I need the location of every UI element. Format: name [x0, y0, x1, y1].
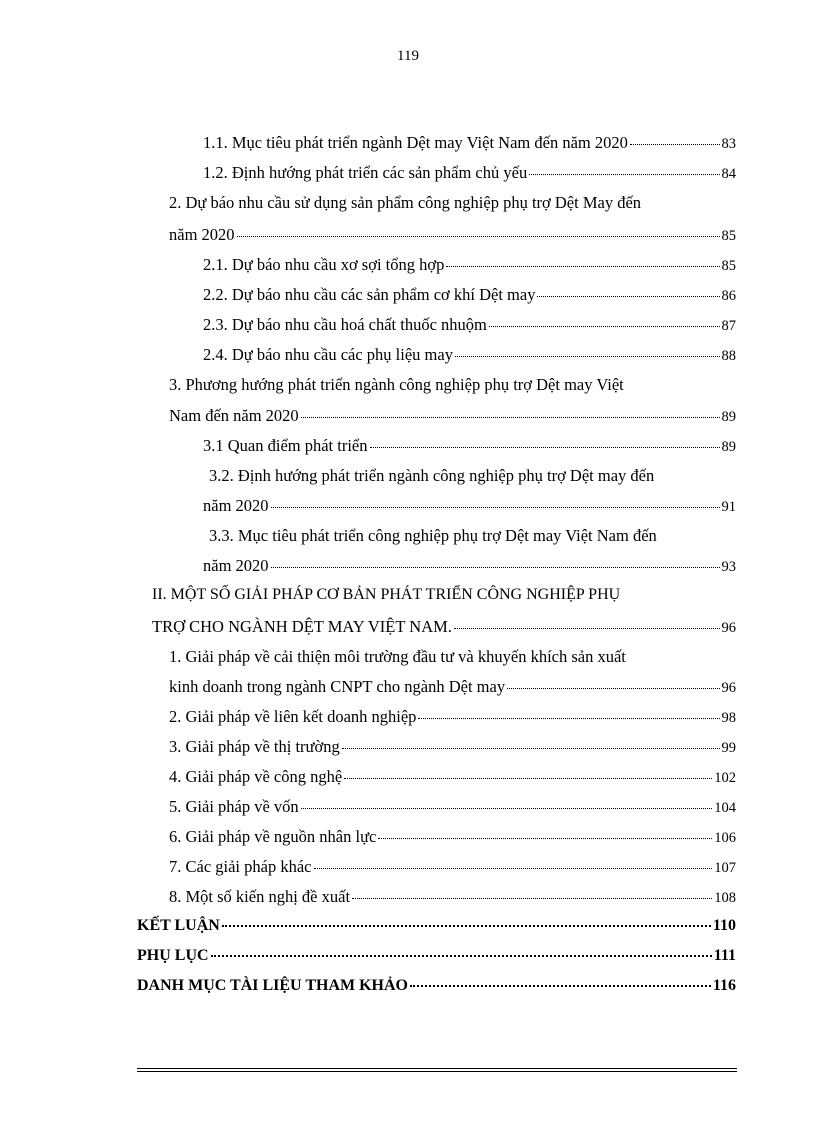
toc-entry-page: 93: [721, 559, 736, 575]
toc-entry[interactable]: [203, 255, 736, 275]
toc-entry-line1[interactable]: 3. Phương hướng phát triển ngành công nghiệp phụ trợ Dệt may Việt: [169, 375, 624, 394]
dot-leader: [418, 718, 719, 719]
toc-entry-page: 104: [714, 800, 736, 816]
footer-rule: [137, 1071, 737, 1072]
dot-leader: [454, 628, 720, 629]
toc-entry-label: DANH MỤC TÀI LIỆU THAM KHẢO: [137, 977, 408, 994]
dot-leader: [630, 144, 720, 145]
dot-leader: [352, 898, 712, 899]
toc-entry-line1[interactable]: 3.3. Mục tiêu phát triển công nghiệp phụ trợ Dệt may Việt Nam đến: [209, 526, 657, 545]
dot-leader: [378, 838, 712, 839]
toc-entry-label: năm 2020: [203, 496, 269, 515]
dot-leader: [271, 507, 720, 508]
toc-entry-line1[interactable]: 1. Giải pháp về cải thiện môi trường đầu tư và khuyến khích sản xuất: [169, 647, 626, 666]
dot-leader: [507, 688, 719, 689]
toc-entry-page: 96: [721, 680, 736, 696]
toc-entry-label: 7. Các giải pháp khác: [169, 857, 312, 876]
toc-entry[interactable]: [169, 797, 736, 817]
toc-entry-label: 1.1. Mục tiêu phát triển ngành Dệt may Việt Nam đến năm 2020: [203, 133, 628, 152]
toc-entry-label: Nam đến năm 2020: [169, 406, 299, 425]
toc-entry-label: năm 2020: [169, 225, 235, 244]
toc-entry-label: 2.2. Dự báo nhu cầu các sản phẩm cơ khí Dệt may: [203, 285, 536, 304]
toc-entry-page: 83: [721, 136, 736, 152]
toc-entry-page: 84: [721, 166, 736, 182]
dot-leader: [314, 868, 713, 869]
toc-entry-label: 3.1 Quan điểm phát triển: [203, 436, 368, 455]
dot-leader: [342, 748, 720, 749]
toc-entry-line1[interactable]: II. MỘT SỐ GIẢI PHÁP CƠ BẢN PHÁT TRIỂN CÔNG NGHIỆP PHỤ: [152, 586, 621, 603]
toc-entry-label: 6. Giải pháp về nguồn nhân lực: [169, 827, 377, 846]
toc-entry[interactable]: [169, 406, 736, 426]
toc-entry-label: 5. Giải pháp về vốn: [169, 797, 299, 816]
dot-leader: [222, 925, 711, 927]
toc-entry[interactable]: [169, 887, 736, 907]
dot-leader: [301, 808, 713, 809]
toc-entry-page: 96: [721, 620, 736, 636]
dot-leader: [301, 417, 720, 418]
toc-entry[interactable]: [169, 225, 736, 245]
page-number: 119: [397, 48, 419, 64]
toc-entry-page: 85: [721, 258, 736, 274]
toc-entry-page: 91: [721, 499, 736, 515]
toc-entry-label: kinh doanh trong ngành CNPT cho ngành Dệt may: [169, 677, 506, 696]
toc-entry-page: 108: [714, 890, 736, 906]
toc-entry-page: 110: [712, 917, 736, 934]
toc-entry[interactable]: [169, 827, 736, 847]
dot-leader: [446, 266, 719, 267]
toc-entry[interactable]: [169, 707, 736, 727]
toc-entry-page: 111: [713, 947, 736, 964]
toc-entry-page: 99: [721, 740, 736, 756]
toc-entry-label: 4. Giải pháp về công nghệ: [169, 767, 343, 786]
toc-entry-line1[interactable]: 2. Dự báo nhu cầu sử dụng sản phẩm công nghiệp phụ trợ Dệt May đến: [169, 193, 642, 212]
toc-entry-page: 89: [721, 409, 736, 425]
toc-entry[interactable]: [137, 977, 736, 995]
toc-entry-page: 87: [721, 318, 736, 334]
dot-leader: [529, 174, 719, 175]
toc-entry-label: 8. Một số kiến nghị đề xuất: [169, 887, 351, 906]
toc-entry[interactable]: [203, 496, 736, 516]
toc-entry-page: 86: [721, 288, 736, 304]
toc-entry-label: TRỢ CHO NGÀNH DỆT MAY VIỆT NAM.: [152, 617, 452, 636]
toc-entry-page: 107: [714, 860, 736, 876]
dot-leader: [344, 778, 712, 779]
toc-entry[interactable]: [169, 857, 736, 877]
dot-leader: [271, 567, 720, 568]
toc-entry-page: 102: [714, 770, 736, 786]
dot-leader: [455, 356, 720, 357]
toc-entry-label: 1.2. Định hướng phát triển các sản phẩm chủ yếu: [203, 163, 528, 182]
toc-entry-label: KẾT LUẬN: [137, 917, 220, 934]
dot-leader: [237, 236, 720, 237]
toc-entry[interactable]: [169, 767, 736, 787]
dot-leader: [410, 985, 711, 987]
toc-entry-page: 116: [712, 977, 736, 994]
toc-entry[interactable]: [152, 617, 736, 637]
toc-entry-line1[interactable]: 3.2. Định hướng phát triển ngành công nghiệp phụ trợ Dệt may đến: [209, 466, 655, 485]
footer-rule: [137, 1068, 737, 1069]
dot-leader: [489, 326, 720, 327]
toc-entry[interactable]: [203, 345, 736, 365]
toc-entry[interactable]: [137, 917, 736, 935]
toc-entry-page: 85: [721, 228, 736, 244]
dot-leader: [370, 447, 720, 448]
toc-entry[interactable]: [203, 163, 736, 183]
toc-entry-page: 89: [721, 439, 736, 455]
toc-entry[interactable]: [203, 556, 736, 576]
toc-entry-page: 98: [721, 710, 736, 726]
toc-entry-label: 3. Giải pháp về thị trường: [169, 737, 340, 756]
toc-entry[interactable]: [203, 436, 736, 456]
toc-entry-label: 2.1. Dự báo nhu cầu xơ sợi tổng hợp: [203, 255, 445, 274]
toc-entry-page: 106: [714, 830, 736, 846]
dot-leader: [537, 296, 719, 297]
toc-entry-label: 2.4. Dự báo nhu cầu các phụ liệu may: [203, 345, 453, 364]
toc-entry-page: 88: [721, 348, 736, 364]
toc-entry-label: PHỤ LỤC: [137, 947, 209, 964]
toc-entry[interactable]: [203, 285, 736, 305]
toc-entry[interactable]: [137, 947, 736, 965]
toc-entry[interactable]: [203, 315, 736, 335]
dot-leader: [211, 955, 712, 957]
toc-entry-label: năm 2020: [203, 556, 269, 575]
toc-entry[interactable]: [169, 677, 736, 697]
toc-entry[interactable]: [169, 737, 736, 757]
toc-entry-label: 2.3. Dự báo nhu cầu hoá chất thuốc nhuộm: [203, 315, 487, 334]
toc-entry[interactable]: [203, 133, 736, 153]
toc-entry-label: 2. Giải pháp về liên kết doanh nghiệp: [169, 707, 417, 726]
